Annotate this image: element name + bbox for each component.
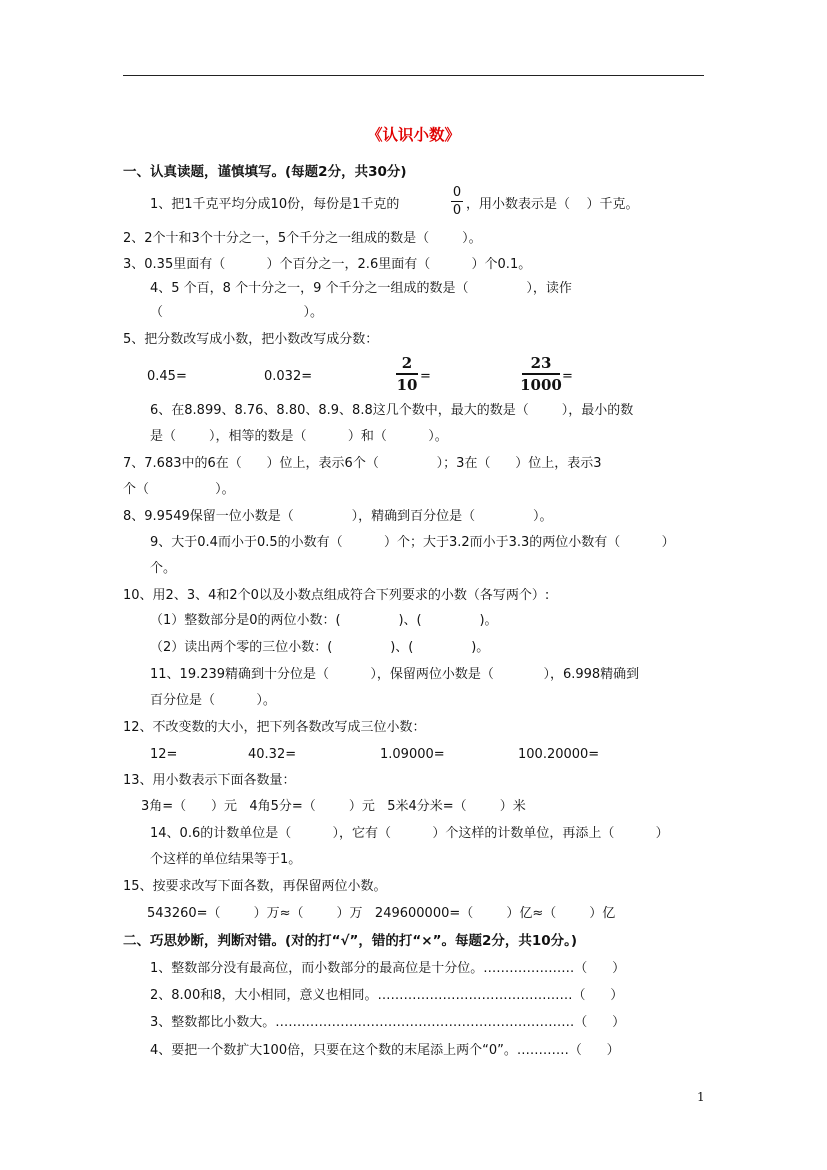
q11-line-a: 11、19.239精确到十分位是（ ），保留两位小数是（ ），6.998精确到 <box>150 667 640 682</box>
page-number: 1 <box>697 1090 705 1104</box>
q12: 12、不改变数的大小，把下列各数改写成三位小数： <box>123 720 426 735</box>
page-title: 《认识小数》 <box>366 126 460 144</box>
q5-equals-2: = <box>562 369 573 384</box>
q5-fraction-2-denominator: 1000 <box>520 376 562 394</box>
q8: 8、9.9549保留一位小数是（ ），精确到百分位是（ ）。 <box>123 509 553 524</box>
q3: 3、0.35里面有（ ）个百分之一，2.6里面有（ ）个0.1。 <box>123 257 532 272</box>
q15: 15、按要求改写下面各数，再保留两位小数。 <box>123 879 387 894</box>
q12-item-b: 40.32= <box>248 747 297 762</box>
q6-line-b: 是（ ），相等的数是（ ）和（ ）。 <box>150 429 448 444</box>
q5-fraction-2 <box>522 354 560 394</box>
q7-line-b: 个（ ）。 <box>123 482 235 497</box>
q4-line-a: 4、5 个百，8 个十分之一，9 个千分之一组成的数是（ ），读作 <box>150 281 572 296</box>
q13-items: 3角=（ ）元 4角5分=（ ）元 5米4分米=（ ）米 <box>141 799 526 814</box>
q5-fraction-1 <box>396 354 418 394</box>
q7-line-a: 7、7.683中的6在（ ）位上，表示6个（ ）；3在（ ）位上，表示3 <box>123 456 602 471</box>
q1-fraction <box>451 185 463 218</box>
header-rule <box>123 75 704 76</box>
q14-line-b: 个这样的单位结果等于1。 <box>150 852 302 867</box>
q13: 13、用小数表示下面各数量： <box>123 773 296 788</box>
q5-equals-1: = <box>420 369 431 384</box>
q15-items: 543260=（ ）万≈（ ）万 249600000=（ ）亿≈（ ）亿 <box>147 906 616 921</box>
q1-text-a: 1、把1千克平均分成10份，每份是1千克的 <box>150 197 400 212</box>
section1-heading: 一、认真读题，谨慎填写。(每题2分，共30分) <box>123 164 407 180</box>
q10-part-2: （2）读出两个零的三位小数：( )、( )。 <box>150 640 490 655</box>
q12-item-c: 1.09000= <box>380 747 445 762</box>
q5-item-a: 0.45= <box>147 369 187 384</box>
section2-heading: 二、巧思妙断，判断对错。(对的打“√”，错的打“×”。每题2分，共10分。) <box>123 933 578 949</box>
q1-text-b: ，用小数表示是（ ）千克。 <box>466 197 639 212</box>
judge-item: 3、整数都比小数大。……………………………………………………………（ ） <box>150 1015 626 1030</box>
q6-line-a: 6、在8.899、8.76、8.80、8.9、8.8这几个数中，最大的数是（ ），最小的数 <box>150 403 634 418</box>
q5-fraction-1-numerator: 2 <box>401 354 413 372</box>
q12-item-d: 100.20000= <box>518 747 600 762</box>
fraction-bar <box>451 201 463 202</box>
q5-item-b: 0.032= <box>264 369 313 384</box>
fraction-bar <box>522 373 560 375</box>
q10: 10、用2、3、4和2个0以及小数点组成符合下列要求的小数（各写两个）: <box>123 588 550 603</box>
q5: 5、把分数改写成小数，把小数改写成分数： <box>123 332 379 347</box>
q14-line-a: 14、0.6的计数单位是（ ），它有（ ）个这样的计数单位，再添上（ ） <box>150 826 669 841</box>
q1-fraction-denominator: 0 <box>452 203 462 218</box>
q11-line-b: 百分位是（ ）。 <box>150 693 276 708</box>
q12-item-a: 12= <box>150 747 178 762</box>
q9-line-b: 个。 <box>150 561 177 576</box>
q9-line-a: 9、大于0.4而小于0.5的小数有（ ）个；大于3.2而小于3.3的两位小数有（ ） <box>150 535 675 550</box>
judge-item: 4、要把一个数扩大100倍，只要在这个数的末尾添上两个“0”。…………（ ） <box>150 1043 620 1058</box>
judge-item: 1、整数部分没有最高位，而小数部分的最高位是十分位。…………………（ ） <box>150 961 626 976</box>
q2: 2、2个十和3个十分之一，5个千分之一组成的数是（ ）。 <box>123 231 482 246</box>
q10-part-1: （1）整数部分是0的两位小数：( )、( )。 <box>150 613 498 628</box>
q1-fraction-numerator: 0 <box>452 185 462 200</box>
q4-line-b: （ ）。 <box>150 305 323 320</box>
judge-item: 2、8.00和8，大小相同，意义也相同。………………………………………（ ） <box>150 988 624 1003</box>
q5-fraction-1-denominator: 10 <box>396 376 418 394</box>
q5-fraction-2-numerator: 23 <box>530 354 552 372</box>
fraction-bar <box>396 373 418 375</box>
